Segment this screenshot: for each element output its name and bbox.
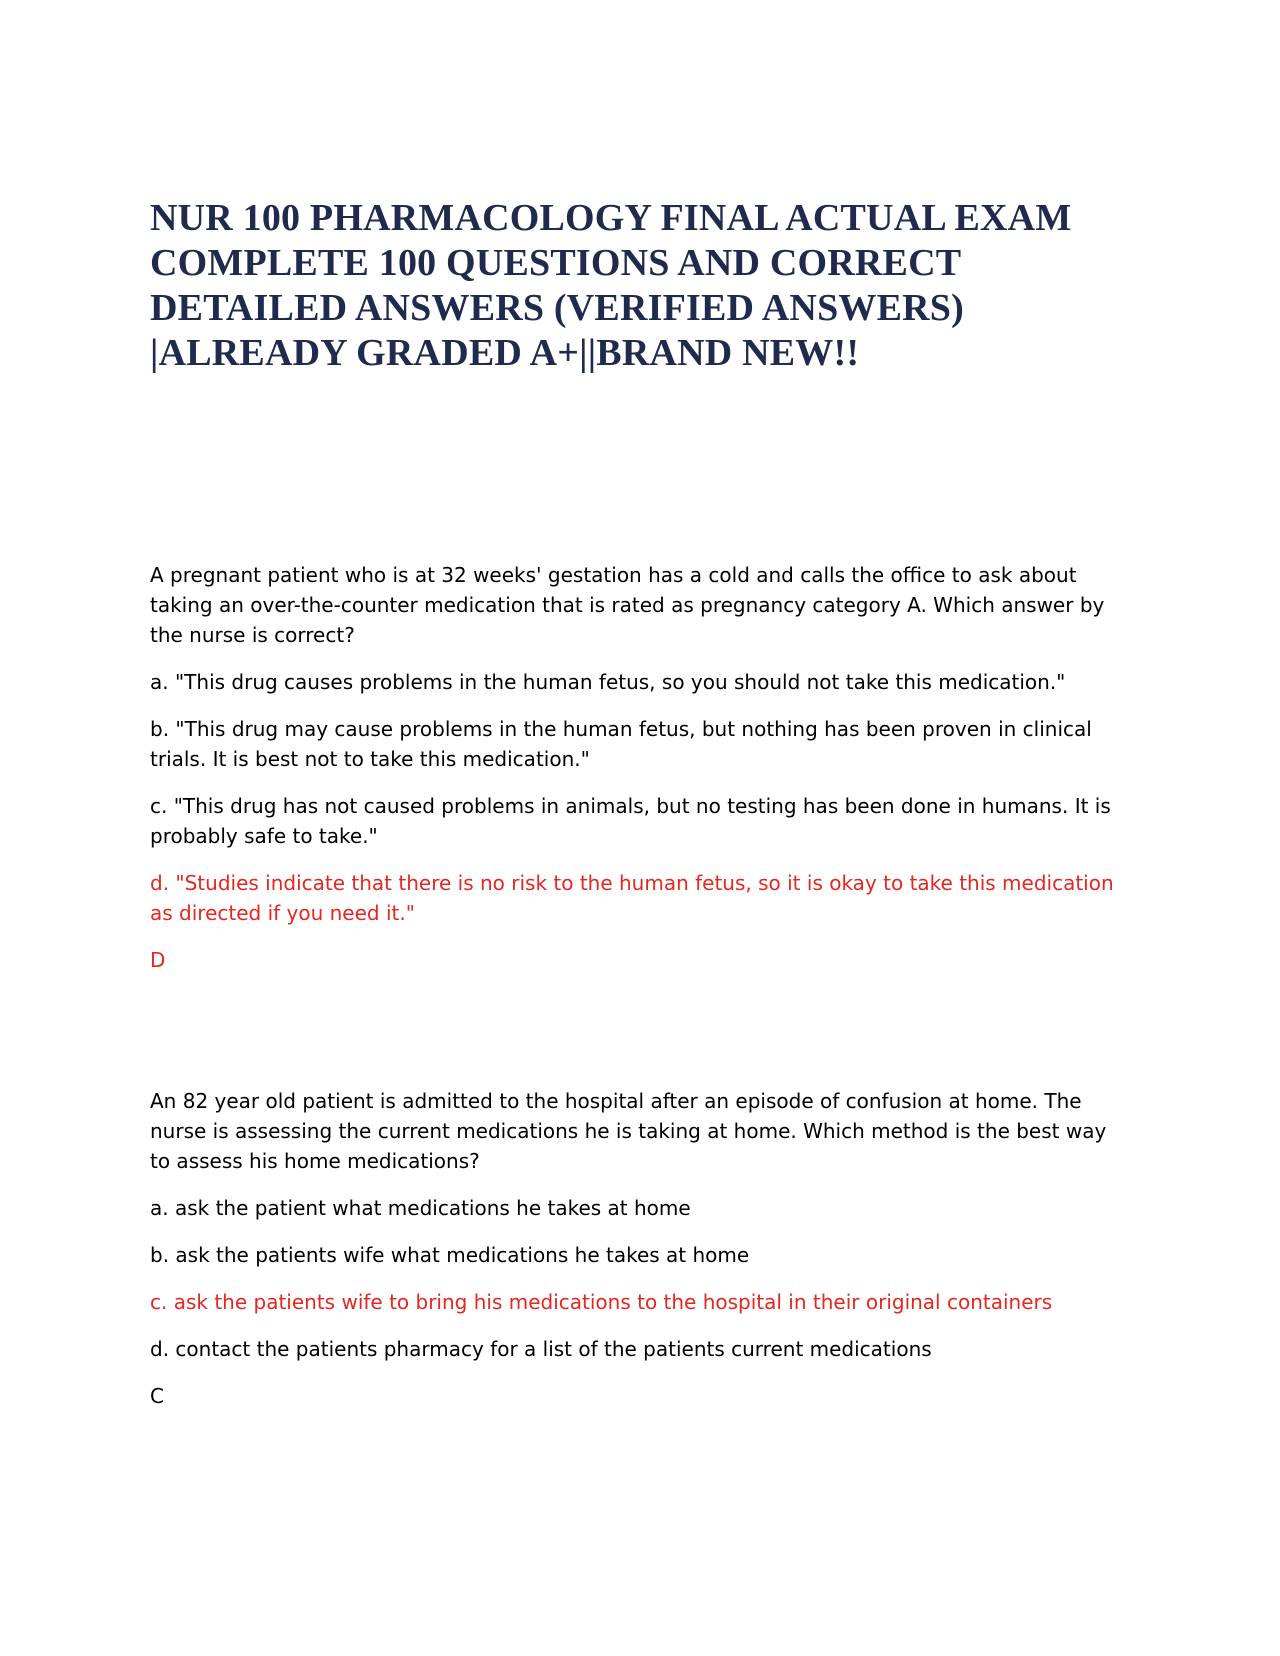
question-2-option-b: b. ask the patients wife what medications he takes at home <box>150 1243 750 1267</box>
question-1-answer-key: D <box>150 948 166 972</box>
title-line-2: COMPLETE 100 QUESTIONS AND CORRECT <box>150 242 962 284</box>
question-1-option-a: a. "This drug causes problems in the human fetus, so you should not take this medication." <box>150 670 1066 694</box>
document-title <box>150 196 1150 376</box>
question-2-option-d: d. contact the patients pharmacy for a list of the patients current medications <box>150 1337 932 1361</box>
question-2-stem: An 82 year old patient is admitted to the hospital after an episode of confusion at home. The nurse is assessing the current medications he is taking at home. Which method is the best way to assess his home medications? <box>150 1089 1107 1173</box>
question-1-option-d-correct: d. "Studies indicate that there is no risk to the human fetus, so it is okay to take this medication as directed if you need it." <box>150 871 1114 925</box>
question-2-option-a: a. ask the patient what medications he takes at home <box>150 1196 691 1220</box>
question-1-stem: A pregnant patient who is at 32 weeks' gestation has a cold and calls the office to ask about taking an over-the-counter medication that is rated as pregnancy category A. Which answer by the nurse is correct? <box>150 563 1105 647</box>
question-2-option-c-correct: c. ask the patients wife to bring his medications to the hospital in their original containers <box>150 1290 1053 1314</box>
question-2 <box>150 1086 1130 1411</box>
title-line-3: DETAILED ANSWERS (VERIFIED ANSWERS) <box>150 287 964 329</box>
question-1-option-b: b. "This drug may cause problems in the human fetus, but nothing has been proven in clinical trials. It is best not to take this medication." <box>150 717 1092 771</box>
question-2-answer-key: C <box>150 1384 164 1408</box>
title-line-4: |ALREADY GRADED A+||BRAND NEW!! <box>150 332 860 374</box>
title-line-1: NUR 100 PHARMACOLOGY FINAL ACTUAL EXAM <box>150 197 1072 239</box>
question-1-option-c: c. "This drug has not caused problems in animals, but no testing has been done in humans. It is probably safe to take." <box>150 794 1111 848</box>
question-1 <box>150 560 1130 975</box>
